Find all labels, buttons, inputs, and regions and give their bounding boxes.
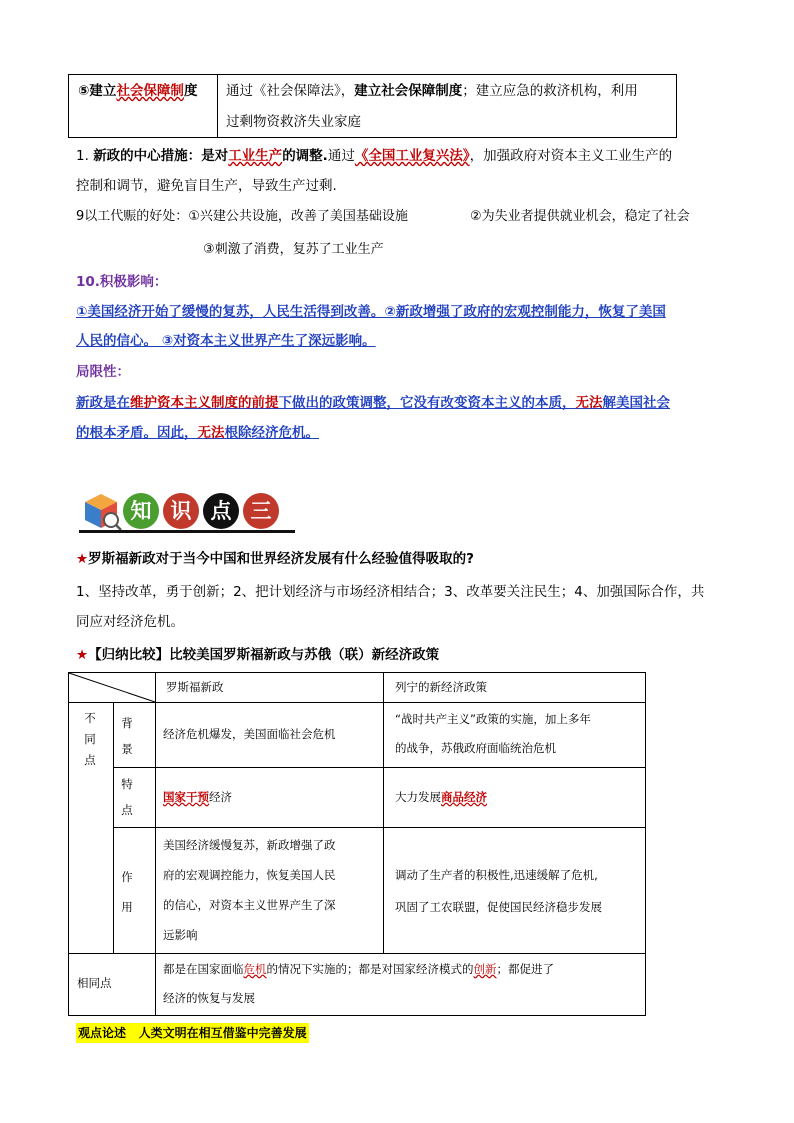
features-lenin: 大力发展商品经济 [395, 790, 487, 804]
row-label-effect: 作用 [121, 870, 133, 914]
limitations-heading: 局限性： [76, 364, 130, 380]
logo-char-zhi: 知 [123, 493, 159, 529]
effect-roosevelt-line-1: 美国经济缓慢复苏，新政增强了政 [163, 838, 336, 852]
similarities-line-1: 都是在国家面临危机的情况下实施的；都是对国家经济模式的创新；都促进了 [163, 962, 554, 976]
answer-line-1: 1、坚持改革，勇于创新；2、把计划经济与市场经济相结合；3、改革要关注民生；4、加强国际合作，共 [76, 584, 705, 600]
answer-line-2: 同应对经济危机。 [76, 614, 184, 630]
point-9-line-1a: 9以工代赈的好处：①兴建公共设施，改善了美国基础设施 [76, 209, 408, 224]
features-roosevelt: 国家干预经济 [163, 790, 232, 804]
limitations-line-2: 的根本矛盾。因此，无法根除经济危机。 [76, 425, 319, 441]
background-lenin-line-2: 的战争，苏俄政府面临统治危机 [395, 741, 556, 755]
point-10-heading: 10.积极影响： [76, 274, 168, 290]
cube-icon [79, 488, 123, 532]
effect-lenin-line-2: 巩固了工农联盟，促使国民经济稳步发展 [395, 900, 602, 914]
top-table-content-cell [219, 75, 676, 137]
logo-char-dian: 点 [203, 493, 239, 529]
row-label: ⑤建立社会保障制度 [78, 83, 198, 99]
effect-lenin-line-1: 调动了生产者的积极性,迅速缓解了危机, [395, 868, 598, 882]
industry-highlight: 工业生产 [228, 148, 283, 164]
compare-title: ★【归纳比较】比较美国罗斯福新政与苏俄（联）新经济政策 [76, 647, 440, 663]
logo-char-shi: 识 [163, 493, 199, 529]
viewpoint-text: 人类文明在相互借鉴中完善发展 [138, 1026, 307, 1040]
effect-roosevelt-line-2: 府的宏观调控能力，恢复美国人民 [163, 868, 336, 882]
logo-underline [79, 530, 295, 533]
question-line: ★罗斯福新政对于当今中国和世界经济发展有什么经验值得吸取的? [76, 551, 474, 567]
top-table-label-cell [69, 75, 218, 137]
effect-roosevelt-line-3: 的信心，对资本主义世界产生了深 [163, 898, 336, 912]
row-label-similarities: 相同点 [77, 976, 112, 990]
star-icon: ★ [76, 647, 89, 663]
content-line-2: 过剩物资救济失业家庭 [226, 114, 361, 130]
point-1-line-2: 控制和调节，避免盲目生产，导致生产过剩. [76, 178, 337, 194]
header-diagonal [68, 672, 156, 703]
row-label-features: 特点 [121, 777, 133, 817]
limitations-line-1: 新政是在维护资本主义制度的前提下做出的政策调整，它没有改变资本主义的本质，无法解美国社会 [76, 395, 670, 411]
col-header-lenin: 列宁的新经济政策 [395, 680, 487, 694]
star-icon: ★ [76, 551, 89, 567]
top-table [68, 74, 677, 138]
row-label-highlight: 社会保障制 [116, 83, 184, 99]
background-roosevelt: 经济危机爆发，美国面临社会危机 [163, 727, 336, 741]
background-lenin-line-1: “战时共产主义”政策的实施，加上多年 [395, 712, 591, 726]
content-line-1: 通过《社会保障法》，建立社会保障制度；建立应急的救济机构，利用 [226, 83, 638, 99]
point-9-line-2: ③刺激了消费，复苏了工业生产 [203, 242, 384, 257]
similarities-line-2: 经济的恢复与发展 [163, 991, 255, 1005]
effect-roosevelt-line-4: 远影响 [163, 928, 198, 942]
col-header-roosevelt: 罗斯福新政 [166, 680, 224, 694]
act-highlight: 《全国工业复兴法》 [354, 148, 470, 164]
logo-char-san: 三 [243, 493, 279, 529]
viewpoint-label: 观点论述 [78, 1026, 127, 1040]
viewpoint-banner [76, 1023, 309, 1043]
comparison-table [68, 672, 646, 1016]
point-1-line-1: 1. 新政的中心措施：是对工业生产的调整.通过《全国工业复兴法》，加强政府对资本主义工业生产的 [76, 148, 673, 164]
group-label-differences: 不同点 [84, 711, 96, 767]
point-9-line-1b: ②为失业者提供就业机会，稳定了社会 [470, 209, 690, 224]
point-10-line-2: 人民的信心。 ③对资本主义世界产生了深远影响。 [76, 333, 376, 349]
row-label-background: 背景 [121, 716, 133, 756]
point-10-line-1: ①美国经济开始了缓慢的复苏，人民生活得到改善。②新政增强了政府的宏观控制能力，恢复了美国 [76, 304, 666, 320]
